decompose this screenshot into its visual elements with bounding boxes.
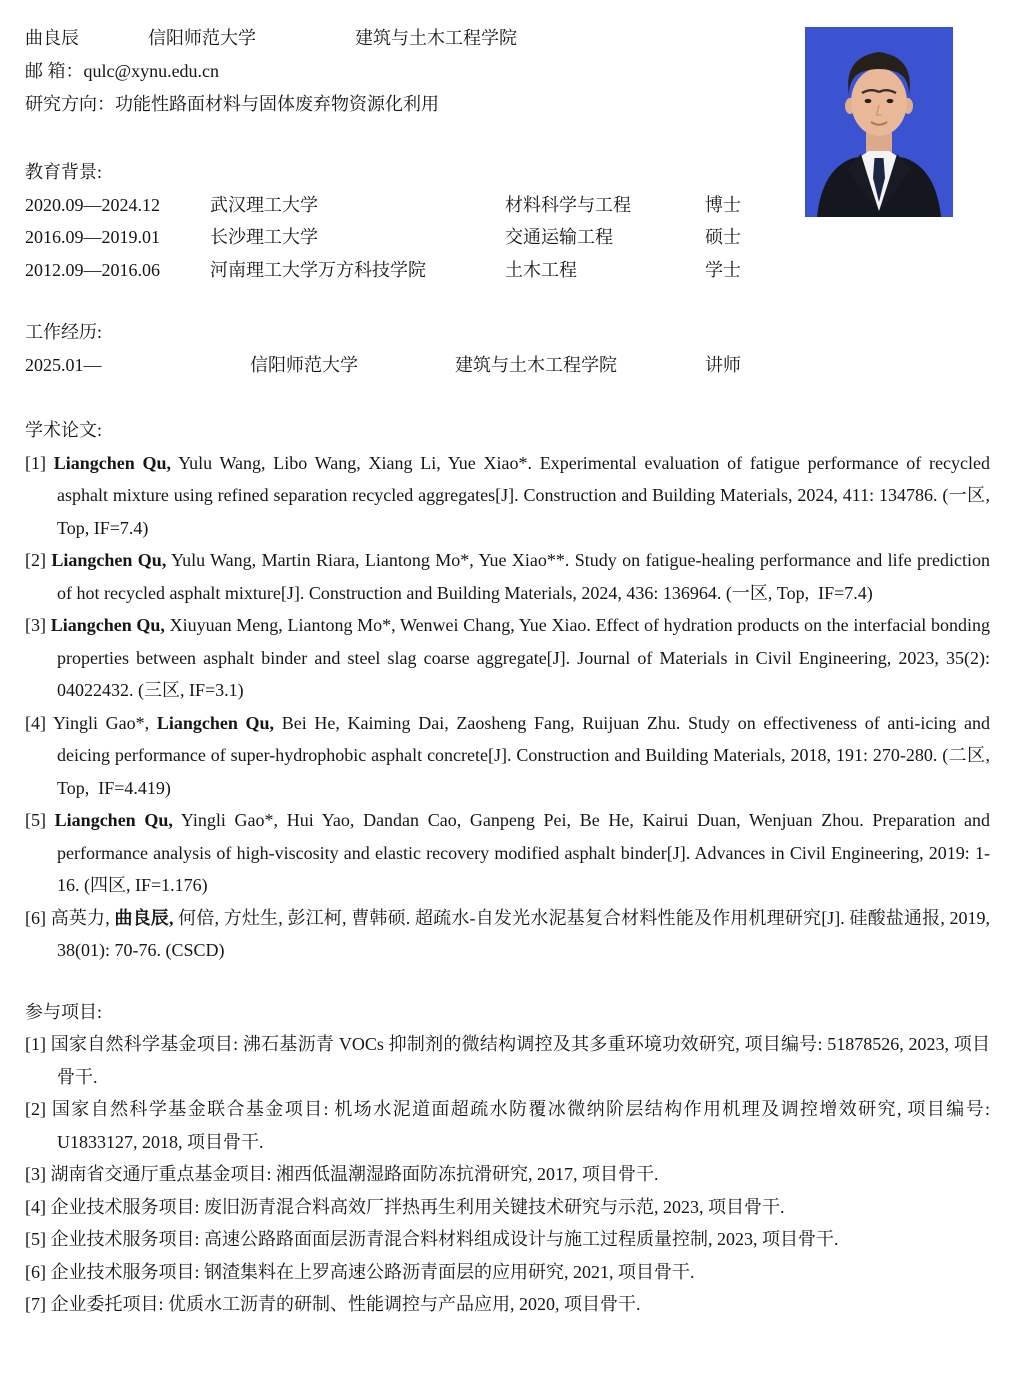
- project-marker: [6]: [25, 1261, 51, 1282]
- person-name: 曲良辰: [25, 28, 79, 48]
- email-label: 邮 箱：: [25, 61, 84, 81]
- project-item: [25, 1223, 990, 1256]
- project-marker: [7]: [25, 1294, 51, 1314]
- research-value: 功能性路面材料与固体废弃物资源化利用: [115, 93, 439, 114]
- publication-author-highlight: Liangchen Qu,: [156, 712, 275, 733]
- project-item: [25, 1256, 990, 1289]
- project-marker: [5]: [25, 1229, 51, 1249]
- work-position: 讲师: [705, 354, 741, 375]
- project-item: [25, 1158, 990, 1191]
- work-section-title: 工作经历:: [25, 322, 103, 342]
- publications-section-title: 学术论文:: [25, 420, 103, 440]
- publication-item: [25, 707, 990, 805]
- work-row: [25, 349, 990, 382]
- portrait-photo-graphic: [805, 27, 953, 217]
- publication-item: [25, 609, 990, 707]
- research-label: 研究方向：: [25, 93, 115, 114]
- publication-marker: [6]: [25, 907, 51, 928]
- person-college: 建筑与土木工程学院: [355, 28, 517, 48]
- publication-author-highlight: 曲良辰,: [114, 907, 174, 928]
- education-major: 交通运输工程: [505, 227, 613, 247]
- publication-marker: [3]: [25, 615, 51, 635]
- publication-text: 何倍, 方灶生, 彭江柯, 曹韩硕. 超疏水-自发光水泥基复合材料性能及作用机理研究[J]. 硅酸盐通报, 2019, 38(01): 70-76. (CSCD): [57, 907, 991, 960]
- education-school: 武汉理工大学: [210, 194, 318, 215]
- publication-author-highlight: Liangchen Qu,: [54, 810, 173, 830]
- education-row: [25, 254, 990, 287]
- education-school: 长沙理工大学: [210, 227, 318, 247]
- project-item: [25, 1028, 990, 1093]
- education-degree: 博士: [705, 194, 741, 215]
- publication-text: 高英力,: [50, 907, 115, 928]
- publication-text: Bei He, Kaiming Dai, Zaosheng Fang, Ruijuan Zhu. Study on effectiveness of anti-icing and deicing performance of super-hydrophobic asphalt concrete[J]. Construction and Building Materials, 2018, 191: 270-280. (二区, Top, IF=4.419): [57, 712, 990, 798]
- project-text: 湖南省交通厅重点基金项目: 湘西低温潮湿路面防冻抗滑研究, 2017, 项目骨干.: [50, 1164, 659, 1184]
- project-marker: [4]: [25, 1196, 51, 1217]
- publication-item: [25, 804, 990, 902]
- publication-marker: [5]: [25, 810, 55, 830]
- project-text: 企业技术服务项目: 废旧沥青混合料高效厂拌热再生利用关键技术研究与示范, 2023, 项目骨干.: [50, 1196, 785, 1217]
- project-item: [25, 1191, 990, 1224]
- education-major: 材料科学与工程: [505, 194, 631, 215]
- education-period: 2016.09—2019.01: [25, 227, 160, 247]
- publication-marker: [1]: [25, 452, 54, 473]
- publication-item: [25, 902, 990, 967]
- education-school: 河南理工大学万方科技学院: [210, 259, 426, 280]
- education-period: 2012.09—2016.06: [25, 259, 160, 280]
- profile-photo: [805, 27, 953, 217]
- education-degree: 学士: [705, 259, 741, 280]
- publication-text: Yingli Gao*,: [53, 712, 157, 733]
- publication-item: [25, 544, 990, 609]
- publication-author-highlight: Liangchen Qu,: [53, 452, 172, 473]
- publication-text: Yulu Wang, Martin Riara, Liantong Mo*, Yue Xiao**. Study on fatigue-healing performance and life prediction of hot recycled asphalt mixture[J]. Construction and Building Materials, 2024, 436: 136964. (一区, Top, IF=7.4): [57, 550, 990, 603]
- publication-author-highlight: Liangchen Qu,: [50, 615, 165, 635]
- project-marker: [3]: [25, 1164, 51, 1184]
- project-item: [25, 1093, 990, 1158]
- publication-author-highlight: Liangchen Qu,: [51, 550, 167, 570]
- project-marker: [1]: [25, 1034, 51, 1054]
- email-value: qulc@xynu.edu.cn: [83, 61, 220, 81]
- projects-section-title: 参与项目:: [25, 1001, 103, 1022]
- education-section-title: 教育背景:: [25, 162, 103, 182]
- header-line: [25, 22, 990, 55]
- person-university: 信阳师范大学: [148, 28, 256, 48]
- work-college: 建筑与土木工程学院: [455, 354, 617, 375]
- work-school: 信阳师范大学: [250, 354, 358, 375]
- education-degree: 硕士: [705, 227, 741, 247]
- education-row: [25, 221, 990, 254]
- project-text: 企业技术服务项目: 钢渣集料在上罗高速公路沥青面层的应用研究, 2021, 项目骨干.: [50, 1261, 695, 1282]
- publication-text: Yingli Gao*, Hui Yao, Dandan Cao, Ganpeng Pei, Be He, Kairui Duan, Wenjuan Zhou. Preparation and performance analysis of high-viscosity and elastic recovery modified asphalt binder[J]. Advances in Civil Engineering, 2019: 1-16. (四区, IF=1.176): [57, 810, 990, 895]
- publication-text: Xiuyuan Meng, Liantong Mo*, Wenwei Chang, Yue Xiao. Effect of hydration products on the interfacial bonding properties between asphalt binder and steel slag coarse aggregate[J]. Journal of Materials in Civil Engineering, 2023, 35(2): 04022432. (三区, IF=3.1): [57, 615, 990, 700]
- project-text: 国家自然科学基金联合基金项目: 机场水泥道面超疏水防覆冰微纳阶层结构作用机理及调控增效研究, 项目编号: U1833127, 2018, 项目骨干.: [51, 1099, 990, 1152]
- projects-list: [25, 1028, 990, 1321]
- project-text: 企业技术服务项目: 高速公路路面面层沥青混合料材料组成设计与施工过程质量控制, 2023, 项目骨干.: [50, 1229, 839, 1249]
- publication-item: [25, 447, 990, 545]
- publication-marker: [4]: [25, 712, 53, 733]
- project-marker: [2]: [25, 1099, 52, 1119]
- publication-marker: [2]: [25, 550, 52, 570]
- education-major: 土木工程: [505, 259, 577, 280]
- education-period: 2020.09—2024.12: [25, 194, 160, 215]
- project-item: [25, 1288, 990, 1321]
- publication-text: Yulu Wang, Libo Wang, Xiang Li, Yue Xiao*. Experimental evaluation of fatigue performance of recycled asphalt mixture using refined separation recycled aggregates[J]. Construction and Building Materials, 2024, 411: 134786. (一区, Top, IF=7.4): [57, 452, 990, 538]
- project-text: 国家自然科学基金项目: 沸石基沥青 VOCs 抑制剂的微结构调控及其多重环境功效研究, 项目编号: 51878526, 2023, 项目骨干.: [50, 1034, 990, 1087]
- work-table: [25, 349, 990, 382]
- publications-list: [25, 447, 990, 967]
- work-period: 2025.01—: [25, 354, 102, 375]
- project-text: 企业委托项目: 优质水工沥青的研制、性能调控与产品应用, 2020, 项目骨干.: [50, 1294, 641, 1314]
